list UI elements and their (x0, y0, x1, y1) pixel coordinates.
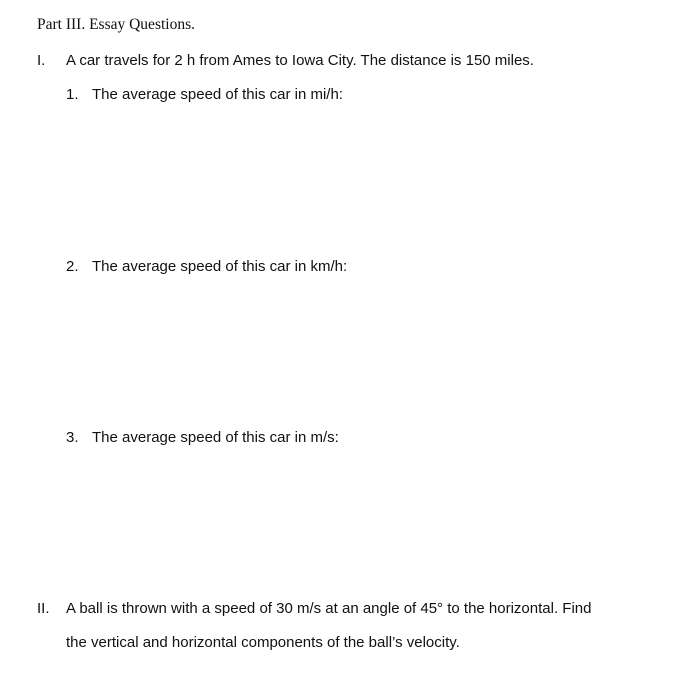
subquestion-2-number: 2. (66, 258, 79, 275)
question-1-numeral: I. (37, 52, 46, 69)
question-2-text-line-1: A ball is thrown with a speed of 30 m/s at an angle of 45° to the horizontal. Find (66, 600, 592, 617)
subquestion-3-text: The average speed of this car in m/s: (92, 429, 339, 446)
part-title: Part III. Essay Questions. (37, 16, 195, 33)
question-2-numeral: II. (37, 600, 50, 617)
question-2-text-line-2: the vertical and horizontal components of the ball’s velocity. (66, 634, 460, 651)
subquestion-2-text: The average speed of this car in km/h: (92, 258, 348, 275)
subquestion-1-text: The average speed of this car in mi/h: (92, 86, 343, 103)
subquestion-1-number: 1. (66, 86, 79, 103)
subquestion-3-number: 3. (66, 429, 79, 446)
question-1-text: A car travels for 2 h from Ames to Iowa City. The distance is 150 miles. (66, 52, 534, 69)
